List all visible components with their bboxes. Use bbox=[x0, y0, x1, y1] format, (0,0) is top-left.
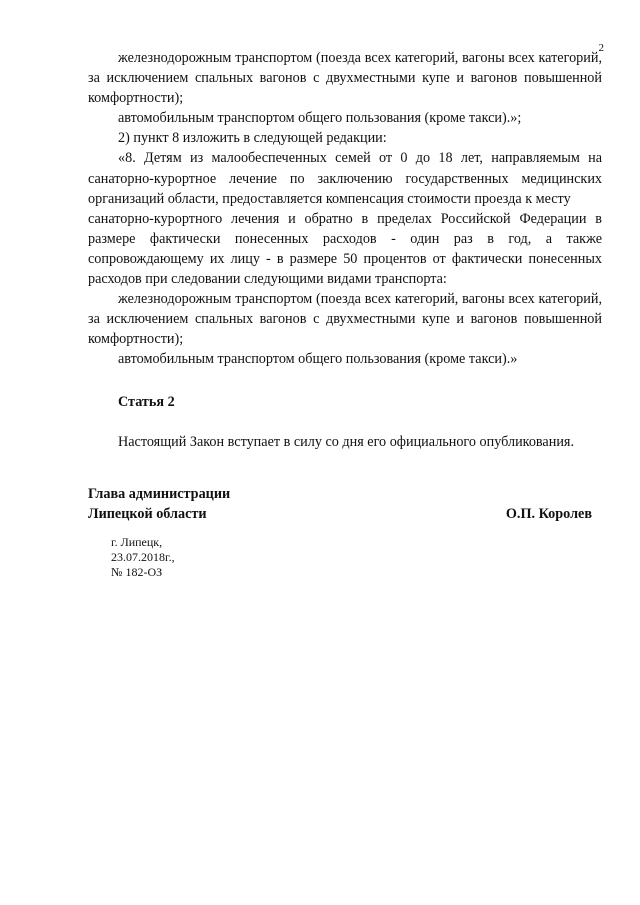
signature-block bbox=[88, 484, 602, 524]
footer-date: 23.07.2018г., bbox=[111, 550, 175, 564]
document-footer bbox=[111, 535, 175, 580]
footer-city: г. Липецк, bbox=[111, 535, 163, 549]
paragraph-rail-transport: железнодорожным транспортом (поезда всех категорий, вагоны всех категорий, за исключением спальных вагонов с двухместными купе и вагонов повышенной комфортности); bbox=[88, 50, 602, 107]
article-text: Настоящий Закон вступает в силу со дня его официального опубликования. bbox=[118, 433, 574, 450]
paragraph-road-transport: автомобильным транспортом общего пользования (кроме такси).»; bbox=[118, 110, 522, 127]
paragraph-point-2: 2) пункт 8 изложить в следующей редакции: bbox=[118, 130, 387, 147]
signature-row bbox=[88, 504, 602, 524]
paragraph-road-transport-2: автомобильным транспортом общего пользования (кроме такси).» bbox=[118, 351, 518, 368]
signatory-name: О.П. Королев bbox=[505, 506, 592, 522]
paragraph-point-8-continued: санаторно-курортного лечения и обратно в пределах Российской Федерации в размере фактически понесенных расходов - один раз в год, а также сопровождающему их лицу - в размере 50 процентов от фактически понесенных расходов при следовании следующими видами транспорта: bbox=[88, 210, 602, 288]
paragraph-point-8: «8. Детям из малообеспеченных семей от 0 до 18 лет, направляемым на санаторно-курортное лечение по заключению государственных медицинских организаций области, предоставляется компенсация стоимости проезда к месту bbox=[88, 150, 602, 207]
signature-title-line1: Глава администрации bbox=[88, 486, 231, 502]
paragraph-rail-transport-2: железнодорожным транспортом (поезда всех категорий, вагоны всех категорий, за исключением спальных вагонов с двухместными купе и вагонов повышенной комфортности); bbox=[88, 291, 602, 348]
article-heading: Статья 2 bbox=[118, 393, 175, 410]
page-number: 2 bbox=[598, 42, 604, 54]
document-body bbox=[88, 48, 602, 452]
footer-law-number: № 182-ОЗ bbox=[111, 565, 163, 579]
signature-title-line2: Липецкой области bbox=[88, 506, 207, 522]
